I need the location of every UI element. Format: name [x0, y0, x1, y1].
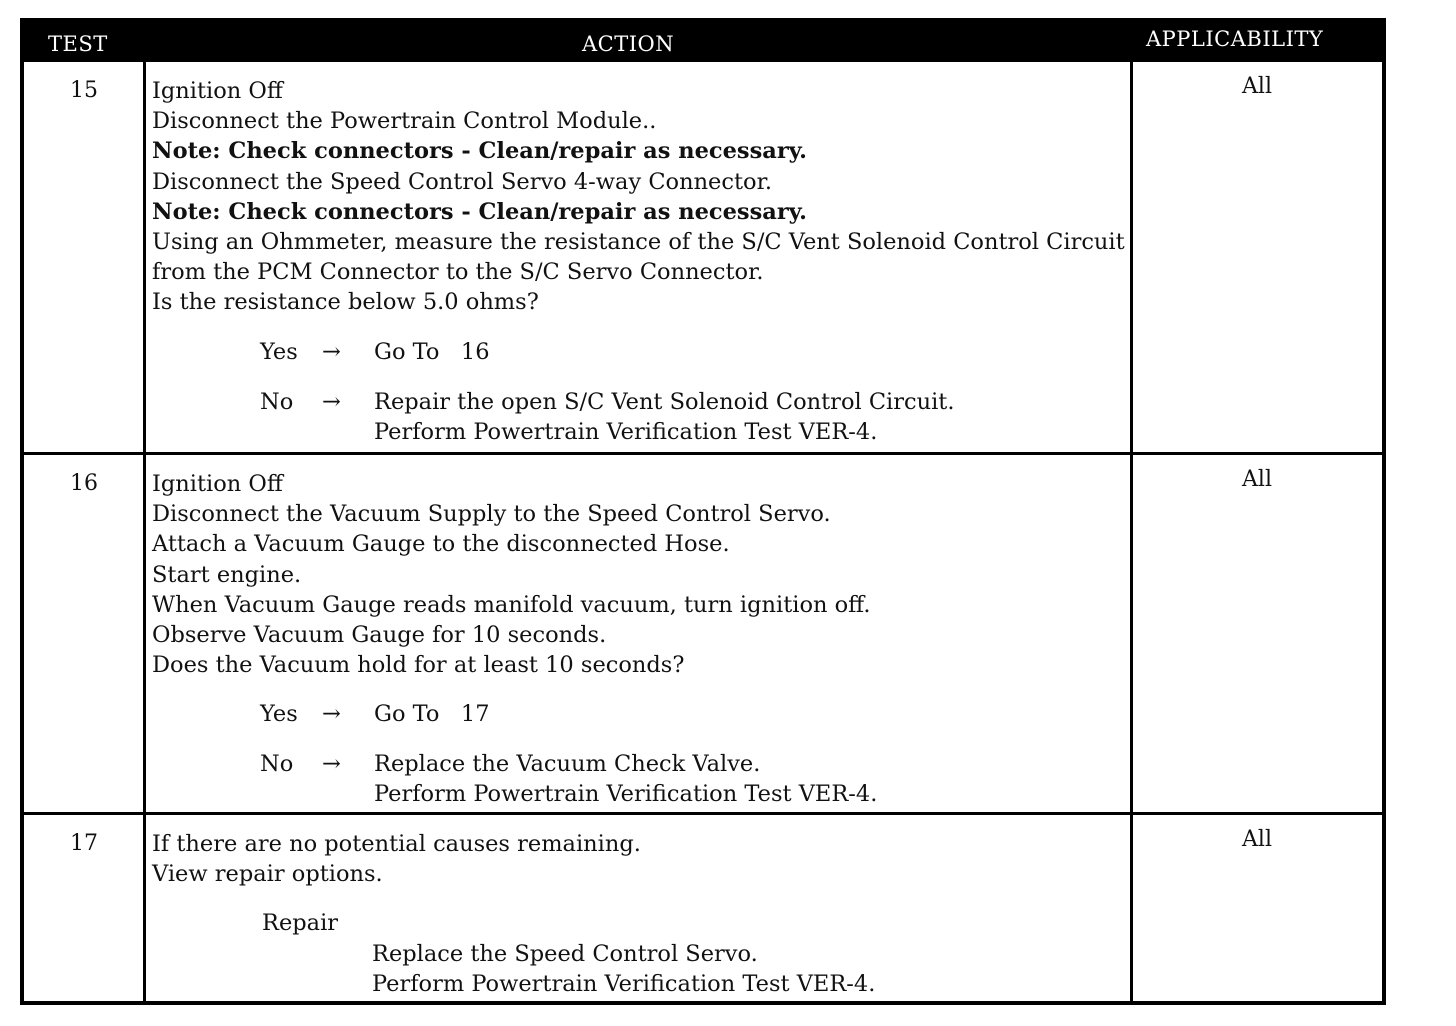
no-option	[152, 749, 1124, 779]
action-cell	[152, 829, 1124, 999]
no-result-continued: Perform Powertrain Verification Test VER-4.	[374, 418, 878, 445]
header-action: ACTION	[582, 32, 675, 56]
action-line: from the PCM Connector to the S/C Servo Connector.	[152, 259, 764, 286]
action-cell	[152, 76, 1124, 447]
yes-option	[152, 699, 1124, 729]
action-line: Ignition Off	[152, 78, 283, 104]
arrow-right-icon: →	[322, 338, 341, 365]
arrow-right-icon: →	[322, 388, 341, 415]
action-line: View repair options.	[152, 861, 383, 888]
applicability-value: All	[1242, 467, 1272, 492]
table-row-16	[24, 455, 1382, 812]
repair-label: Repair	[262, 910, 339, 937]
action-line: Disconnect the Powertrain Control Module..	[152, 108, 657, 135]
table-row-17	[24, 815, 1382, 1001]
applicability-value: All	[1242, 74, 1272, 99]
yes-result: Go To 16	[374, 338, 490, 365]
no-option	[152, 387, 1124, 417]
header-test: TEST	[48, 32, 108, 56]
table-row-15	[24, 62, 1382, 452]
action-line: Start engine.	[152, 561, 302, 588]
applicability-value: All	[1242, 827, 1272, 852]
yes-option	[152, 337, 1124, 367]
test-number: 17	[70, 831, 98, 856]
action-line: Disconnect the Vacuum Supply to the Speed Control Servo.	[152, 501, 831, 528]
repair-line: Perform Powertrain Verification Test VER-4.	[372, 970, 876, 997]
action-line: If there are no potential causes remaining.	[152, 831, 641, 857]
no-label: No	[260, 388, 294, 415]
arrow-right-icon: →	[322, 751, 341, 778]
action-line: Observe Vacuum Gauge for 10 seconds.	[152, 622, 607, 649]
no-result-continued: Perform Powertrain Verification Test VER-4.	[374, 781, 878, 808]
action-line: Ignition Off	[152, 471, 283, 497]
yes-label: Yes	[260, 338, 298, 365]
yes-label: Yes	[260, 701, 298, 728]
action-line: Attach a Vacuum Gauge to the disconnected Hose.	[152, 531, 730, 558]
action-line: Disconnect the Speed Control Servo 4-way Connector.	[152, 168, 773, 195]
arrow-right-icon: →	[322, 701, 341, 728]
action-cell	[152, 469, 1124, 810]
no-label: No	[260, 751, 294, 778]
note-line: Note: Check connectors - Clean/repair as necessary.	[152, 138, 807, 165]
header-applicability: APPLICABILITY	[1146, 27, 1324, 51]
action-line: Does the Vacuum hold for at least 10 seconds?	[152, 652, 685, 679]
action-line: Is the resistance below 5.0 ohms?	[152, 289, 539, 316]
test-number: 15	[70, 78, 98, 103]
no-result: Repair the open S/C Vent Solenoid Control Circuit.	[374, 388, 955, 415]
table-header	[24, 22, 1382, 62]
note-line: Note: Check connectors - Clean/repair as necessary.	[152, 198, 807, 225]
test-number: 16	[70, 471, 98, 496]
repair-line: Replace the Speed Control Servo.	[372, 940, 758, 967]
action-line: Using an Ohmmeter, measure the resistance of the S/C Vent Solenoid Control Circuit	[152, 229, 1125, 256]
action-line: When Vacuum Gauge reads manifold vacuum, turn ignition off.	[152, 591, 871, 618]
diagnostic-test-table	[20, 18, 1386, 1005]
no-result: Replace the Vacuum Check Valve.	[374, 751, 761, 778]
yes-result: Go To 17	[374, 701, 490, 728]
